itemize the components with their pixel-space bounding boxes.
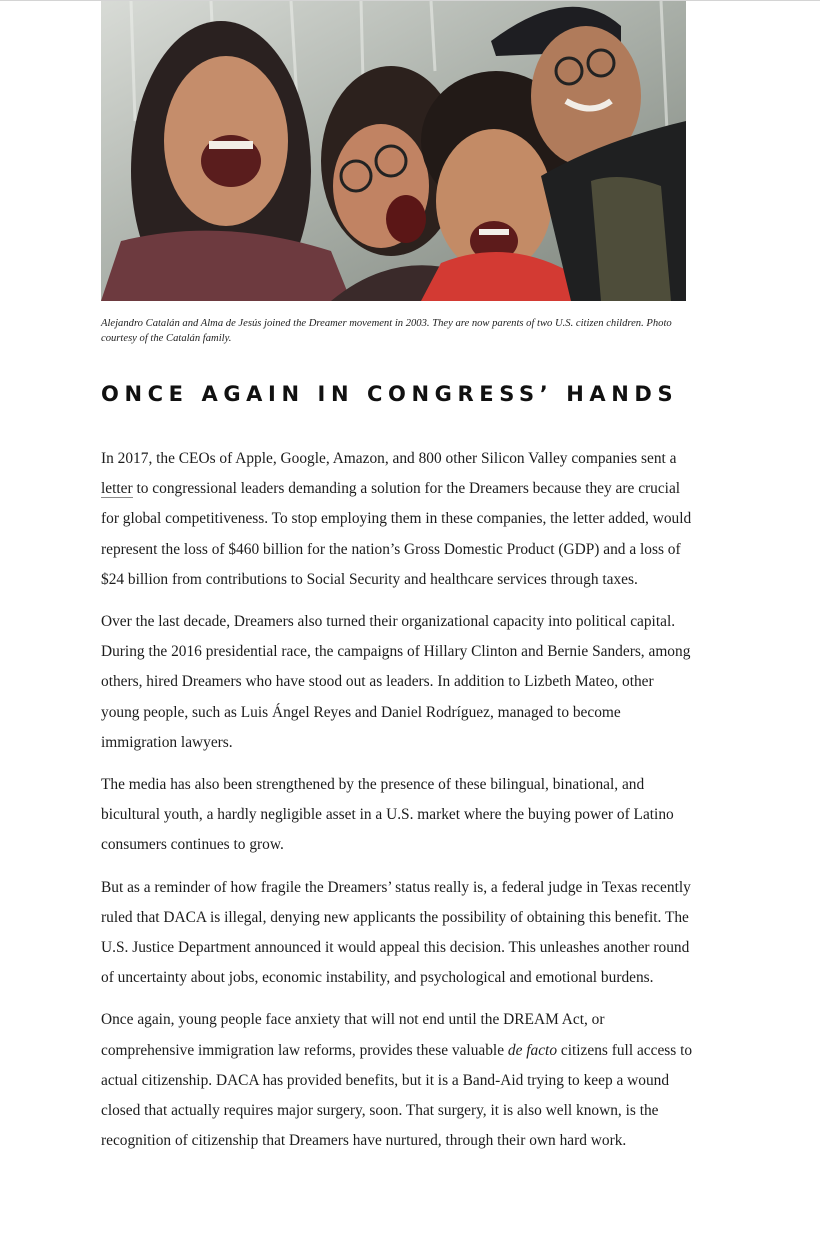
paragraph-1 bbox=[101, 444, 693, 595]
paragraph-5-text-a: Once again, young people face anxiety that will not end until the DREAM Act, or comprehensive immigration law reforms, provides these valuable bbox=[101, 1011, 605, 1059]
letter-link[interactable]: letter bbox=[101, 480, 133, 498]
family-photo bbox=[101, 1, 686, 301]
paragraph-5-text-b: citizens full access to actual citizenship. DACA has provided benefits, but it is a Band-Aid trying to keep a wound closed that actually requires major surgery, soon. That surgery, it is also well known, is the recognition of citizenship that Dreamers have nurtured, through their own hard work. bbox=[101, 1041, 693, 1150]
de-facto-emphasis: de facto bbox=[507, 1041, 558, 1059]
photo-caption: Alejandro Catalán and Alma de Jesús joined the Dreamer movement in 2003. They are now parents of two U.S. citizen children. Photo courtesy of the Catalán family. bbox=[101, 318, 672, 344]
paragraph-2: Over the last decade, Dreamers also turned their organizational capacity into political capital. During the 2016 presidential race, the campaigns of Hillary Clinton and Bernie Sanders, among others, hired Dreamers who have stood out as leaders. In addition to Lizbeth Mateo, other young people, such as Luis Ángel Reyes and Daniel Rodríguez, managed to become immigration lawyers. bbox=[101, 613, 691, 751]
paragraph-4: But as a reminder of how fragile the Dreamers’ status really is, a federal judge in Texas recently ruled that DACA is illegal, denying new applicants the possibility of obtaining this benefit. The U.S. Justice Department announced it would appeal this decision. This unleashes another round of uncertainty about jobs, economic instability, and psychological and emotional burdens. bbox=[101, 878, 691, 987]
article-body bbox=[101, 444, 693, 1168]
paragraph-1-text-a: In 2017, the CEOs of Apple, Google, Amazon, and 800 other Silicon Valley companies sent a bbox=[101, 450, 677, 467]
paragraph-5 bbox=[101, 1005, 693, 1156]
section-heading: ONCE AGAIN IN CONGRESS’ HANDS bbox=[101, 382, 679, 406]
paragraph-3: The media has also been strengthened by the presence of these bilingual, binational, and bicultural youth, a hardly negligible asset in a U.S. market where the buying power of Latino consumers continues to grow. bbox=[101, 776, 674, 854]
paragraph-1-text-b: to congressional leaders demanding a solution for the Dreamers because they are crucial for global competitiveness. To stop employing them in these companies, the letter added, would represent the loss of $460 billion for the nation’s Gross Domestic Product (GDP) and a loss of $24 billion from contributions to Social Security and healthcare services through taxes. bbox=[101, 480, 692, 588]
family-photo-illustration bbox=[101, 1, 686, 301]
